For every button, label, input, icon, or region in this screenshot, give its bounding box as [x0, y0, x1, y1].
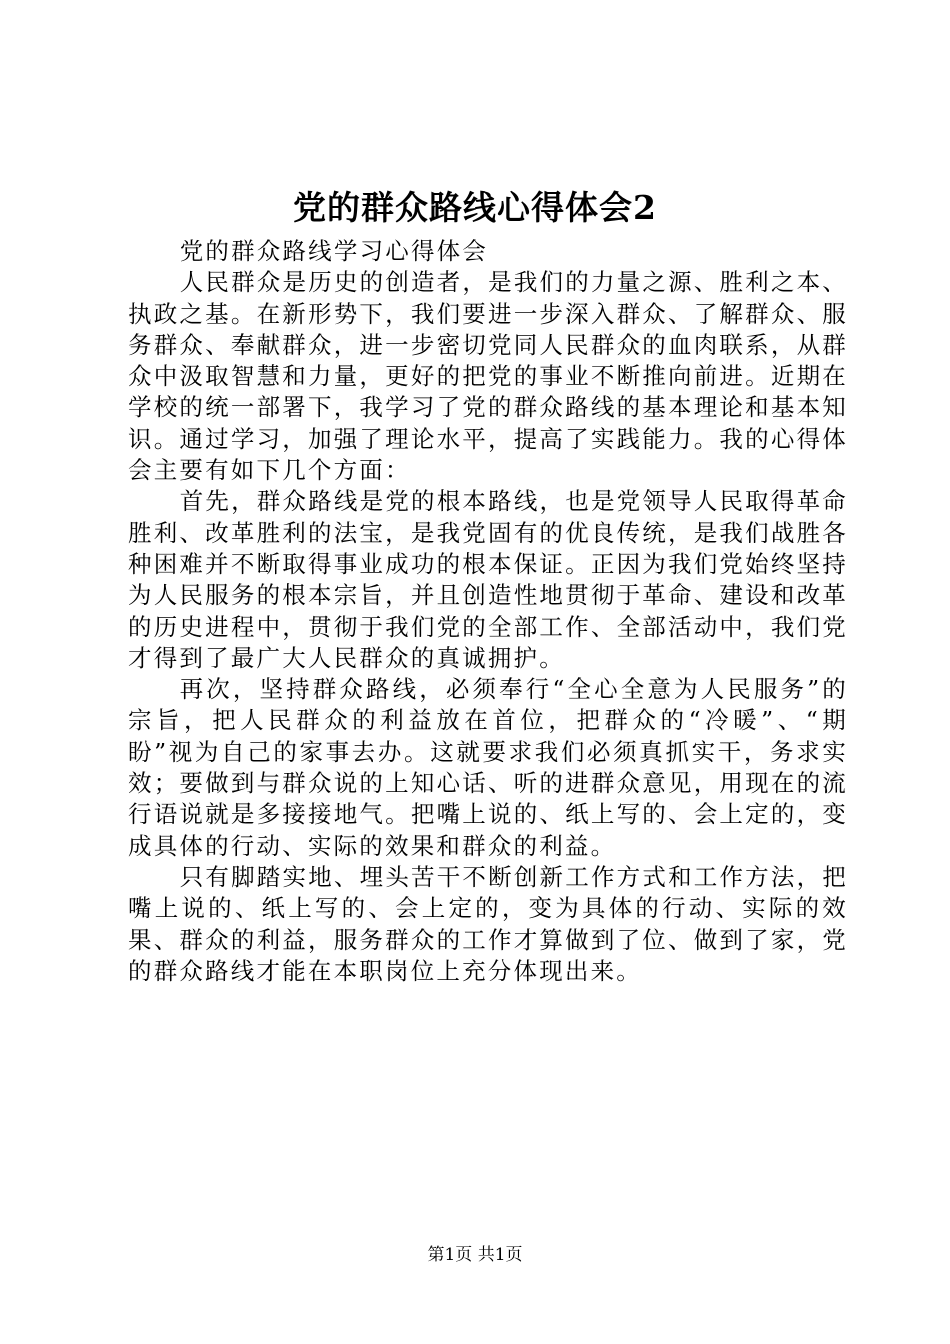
paragraph-conclusion: 只有脚踏实地、埋头苦干不断创新工作方式和工作方法，把嘴上说的、纸上写的、会上定的，变为具体的行动、实际的效果、群众的利益，服务群众的工作才算做到了位、做到了家，党的群众路线才能在本职岗位上充分体现出来。	[128, 862, 848, 985]
document-body	[128, 236, 848, 987]
paragraph-second-point: 再次，坚持群众路线，必须奉行“全心全意为人民服务”的宗旨，把人民群众的利益放在首位，把群众的“冷暖”、“期盼”视为自己的家事去办。这就要求我们必须真抓实干，务求实效；要做到与群众说的上知心话、听的进群众意见，用现在的流行语说就是多接接地气。把嘴上说的、纸上写的、会上定的，变成具体的行动、实际的效果和群众的利益。	[128, 675, 848, 860]
page-footer: 第1页 共1页	[427, 1245, 523, 1265]
paragraph-first-point: 首先，群众路线是党的根本路线，也是党领导人民取得革命胜利、改革胜利的法宝，是我党固有的优良传统，是我们战胜各种困难并不断取得事业成功的根本保证。正因为我们党始终坚持为人民服务的根本宗旨，并且创造性地贯彻于革命、建设和改革的历史进程中，贯彻于我们党的全部工作、全部活动中，我们党才得到了最广大人民群众的真诚拥护。	[128, 487, 848, 672]
paragraph-intro: 人民群众是历史的创造者，是我们的力量之源、胜利之本、执政之基。在新形势下，我们要进一步深入群众、了解群众、服务群众、奉献群众，进一步密切党同人民群众的血肉联系，从群众中汲取智慧和力量，更好的把党的事业不断推向前进。近期在学校的统一部署下，我学习了党的群众路线的基本理论和基本知识。通过学习，加强了理论水平，提高了实践能力。我的心得体会主要有如下几个方面：	[128, 268, 848, 485]
document-subtitle: 党的群众路线学习心得体会	[179, 237, 489, 265]
document-title: 党的群众路线心得体会2	[293, 188, 657, 227]
